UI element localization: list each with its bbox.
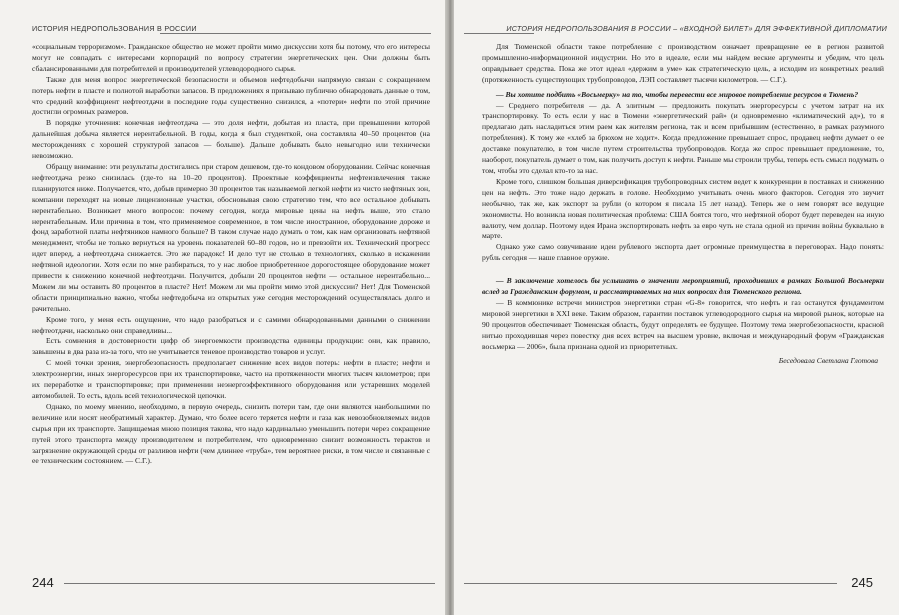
right-paragraph: Кроме того, слишком большая диверсификация трубопроводных систем ведет к конкуренции в поставках и снижению цен на нефть. Это тоже надо держать в голове. Необходимо учитывать очень много факторов. Сегодня это звучит необычно, так же, как экспорт за рубли (о котором я писала 15 лет назад). Теперь же о нем говорят все ведущие экономисты. Но возникла новая политическая проблема: США боятся того, что нефтяной оборот будет переведен на иную валюту, чем доллар. Поэтому идея Ирана экспортировать нефть за евро чуть не стала одной из причин войны буквально в марте. [482,176,884,241]
left-page-number: 244 [32,575,54,590]
left-paragraph: Есть сомнения в достоверности цифр об энергоемкости производства единицы продукции: они, как правило, завышены в два раза из-за того, что не учитывается теневое производство товаров и услуг. [32,336,430,357]
right-page-number: 245 [851,575,873,590]
left-header-rule [160,33,431,34]
left-running-head: ИСТОРИЯ НЕДРОПОЛЬЗОВАНИЯ В РОССИИ [32,24,197,33]
right-paragraph: — В коммюнике встречи министров энергетики стран «G-8» говорится, что нефть и газ останутся фундаментом мировой энергетики в XXI веке. Таким образом, гарантии поставок углеводородного сырья на мировой рынок, которые на 90 процентов обеспечивает Тюменская область, будут определять ее будущее. Поэтому тема энергобезопасности, красной нитью проходившая через повестку дня всех встреч на высшем уровне, включая и международный форум «Гражданская восьмерка — 2006», была признана одной из приоритетных. [482,297,884,351]
left-text-column [32,42,430,467]
right-paragraph: Для Тюменской области такое потребление с производством означает превращение ее в регион развитой промышленно-информационной индустрии. Но это в идеале, если мы найдем веские аргументы и убедим, что цель оправдывает средства. Пока же этот идеал «держим в уме» как стратегическую цель, а исходим из конкретных реалий (протяженность существующих трубопроводов, ЛЭП составляет тысячи километров. — С.Г.). [482,42,884,84]
paragraph-spacer [482,264,884,272]
right-footer-rule [464,583,837,584]
left-page [0,0,445,615]
left-paragraph: Также для меня вопрос энергетической безопасности и объемов нефтедобычи напрямую связан с сокращением потерь нефти в пласте и полнотой выработки запасов. В предложениях я призываю публично обнародовать данные о том, что средний коэффициент нефтеотдачи в последние годы существенно снизился, а «потери» нефти по этой причине достигли огромных размеров. [32,74,430,117]
interview-question: — Вы хотите подбить «Восьмерку» на то, чтобы перевести все мировое потребление ресурсов в Тюмень? [496,89,859,99]
book-gutter [445,0,454,615]
right-page [454,0,899,615]
left-paragraph: «социальным терроризмом». Гражданское общество не может пройти мимо дискуссии хотя бы потому, что его интересы могут не совпадать с интересами корпораций по вопросу стратегии энергетических цен. Они должны быть сбалансированными для потребителей и производителей углеводородного сырья. [32,42,430,73]
interview-question: — В заключение хотелось бы услышать о значении мероприятий, проходившиx в рамках Большой Восьмерки вслед за Гражданским форумом, и рассматриваемых на них вопросах для Тюменского региона. [482,276,884,297]
right-running-head: ИСТОРИЯ НЕДРОПОЛЬЗОВАНИЯ В РОССИИ – «ВХОДНОЙ БИЛЕТ» ДЛЯ ЭФФЕКТИВНОЙ ДИПЛОМАТИИ [506,24,887,33]
left-paragraph: В порядке уточнения: конечная нефтеотдача — это доля нефти, добытая из пласта, при превышении которой дальнейшая добыча является нерентабельной. В годы, когда я был студенткой, она составляла 40–50 процентов (на месторождениях с хорошей структурой запасов — больше). Дальше добывать было невыгодно или технически невозможно. [32,118,430,161]
left-paragraph: Кроме того, у меня есть ощущение, что надо разобраться и с самими обнародованными данными о снижении нефтеотдачи, насколько они справедливы... [32,314,430,335]
right-paragraph: Однако уже само озвучивание идеи рублевого экспорта дает огромные преимущества в переговорах. Надо понять: рубль сегодня — наше главное оружие. [482,242,884,263]
left-footer-rule [64,583,435,584]
left-paragraph: Обращу внимание: эти результаты достигались при старом дешевом, где-то кондовом оборудовании. Сейчас конечная нефтеотдача резко снизилась (где-то на 10–20 процентов). Проектные коэффициенты нефтеизвлечения также планируются ниже. Получается, что, добыв примерно 30 процентов так называемой легкой нефти из чисто нефтяных зон, компании переходят на новые лицензионные участки, обосновывая свою стратегию тем, что все остальное добывать нерентабельно. Возникает много вопросов: почему сегодня, когда мировые цены на нефть выше, это стало нерентабельным. Или причина в том, что применяемое современное, в том числе иностранное, оборудование дороже и фонд заработной платы нефтяников намного больше? В таком случае надо думать о том, как нам организовать нефтяной менеджмент, чтобы не только вернуться на уровень показателей 60–80 годов, но и превзойти их. Технический прогресс идет вперед, а нефтеотдача снижается. Это же парадокс! И дело тут не столько в технологиях, сколько в искажении нефтяной идеологии. Хотя если по мне разбираться, то у нас любое приобретенное дорогостоящее оборудование может привести к снижению конечной нефтеотдачи. Получится, добыли 20 процентов нефти — остальное нерентабельно... Можем ли мы оставить 80 процентов в пласте? Нет! Можем ли мы пройти мимо этой дискуссии? Нет! Для Тюменской области принципиально важно, чтобы нефтедобыча из открытых уже сегодня месторождений осуществлялась долго и рачительно. [32,161,430,313]
author-signature: Беседовала Светлана Глотова [778,356,878,366]
right-header-rule [464,33,534,34]
left-paragraph: Однако, по моему мнению, необходимо, в первую очередь, снизить потери там, где они являются наибольшими по величине или носят необратимый характер. Думаю, что более всего теряется нефти и газа как невозобновляемых видов сырья при их транспорте. Защищаемая мною позиция такова, что надо кардинально уменьшить потери через сокращение путей этого транспорта между производителем и потребителем, что одновременно снизит возможность терактов и загрязнение окружающей среды от разливов нефти (чем длиннее «труба», тем вероятнее риски, в том числе и связанные с ее техническим состоянием. — С.Г.). [32,401,430,466]
left-paragraph: С моей точки зрения, энергобезопасность предполагает снижение всех видов потерь: нефти в пласте; нефти и электроэнергии, иных энергоресурсов при их транспортировке, часто на протяженности многих тысяч километров; при их переработке и транспортировке; при применении неэнергоэффективного оборудования или устаревших моделей автомобилей. То есть, вдоль всей технологической цепочки. [32,358,430,400]
right-text-column [482,42,884,367]
right-paragraph: — Среднего потребителя — да. А элитным — предложить покупать энергоресурсы с учетом затрат на их транспортировку. То есть если у нас в Тюмени «энергетический рай» (и одновременно «климатический ад»), то я предлагаю дать насладиться этим раем как жителям региона, так и всем прибывшим (естественно, в рамках разумного потребления). К тому же «хлеб за брюхом не ходит». Когда предложение превышает спрос, продавец нефти думает о ее доставке покупателю, в том числе путем строительства трубопроводов. Когда же спрос превышает предложение, то, наоборот, покупатель думает о том, как получить доступ к нефти. Раньше мы строили трубы, теперь есть смысл подумать о том, чтобы это сделал кто-то за нас. [482,100,884,175]
